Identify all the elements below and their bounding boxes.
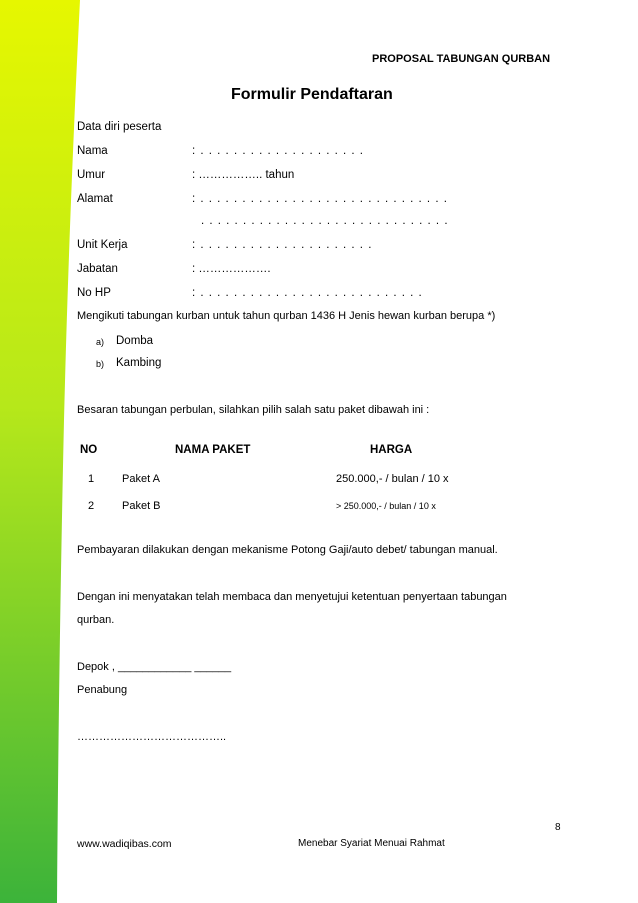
table-row-1-no: 1 [88, 473, 95, 485]
table-header-price: HARGA [370, 444, 413, 456]
green-sidebar-decoration [0, 0, 80, 903]
table-header-no: NO [80, 444, 98, 456]
footer-tagline: Menebar Syariat Menuai Rahmat [298, 838, 445, 849]
field-label-nama: Nama [77, 145, 108, 157]
field-value-nama: : . . . . . . . . . . . . . . . . . . . . [192, 145, 364, 157]
table-row-2-no: 2 [88, 500, 95, 512]
field-value-unit-kerja: : . . . . . . . . . . . . . . . . . . . . . [192, 239, 373, 251]
form-title: Formulir Pendaftaran [231, 86, 393, 103]
page-number: 8 [555, 822, 561, 833]
field-label-jabatan: Jabatan [77, 263, 118, 275]
table-row-1-price: 250.000,- / bulan / 10 x [336, 473, 449, 485]
statement-line-1: Dengan ini menyatakan telah membaca dan menyetujui ketentuan penyertaan tabungan [77, 591, 507, 603]
field-value-jabatan: : ………………. [192, 263, 271, 275]
table-header-name: NAMA PAKET [175, 444, 251, 456]
place-date: Depok , ____________ ______ [77, 661, 232, 673]
field-label-unit-kerja: Unit Kerja [77, 239, 128, 251]
table-row-2-name: Paket B [122, 500, 161, 512]
field-label-alamat: Alamat [77, 193, 113, 205]
savings-text: Besaran tabungan perbulan, silahkan pilih salah satu paket dibawah ini : [77, 404, 430, 416]
field-label-umur: Umur [77, 169, 106, 181]
section-label: Data diri peserta [77, 121, 162, 133]
field-value-no-hp: : . . . . . . . . . . . . . . . . . . . . . . . . . . . [192, 287, 423, 299]
option-kambing: Kambing [116, 357, 162, 369]
field-value-umur: : …………….. tahun [192, 169, 295, 181]
option-marker-b: b) [96, 359, 105, 369]
signer-label: Penabung [77, 684, 128, 696]
statement-line-2: qurban. [77, 614, 115, 626]
option-domba: Domba [116, 335, 154, 347]
footer-website: www.wadiqibas.com [77, 838, 172, 850]
option-marker-a: a) [96, 337, 105, 347]
intro-text: Mengikuti tabungan kurban untuk tahun qurban 1436 H Jenis hewan kurban berupa *) [77, 310, 496, 322]
table-row-1-name: Paket A [122, 473, 160, 485]
header-title: PROPOSAL TABUNGAN QURBAN [372, 53, 551, 65]
field-label-no-hp: No HP [77, 287, 111, 299]
payment-text: Pembayaran dilakukan dengan mekanisme Potong Gaji/auto debet/ tabungan manual. [77, 544, 498, 556]
signature-line: ………………………………….. [77, 731, 227, 743]
field-value-alamat-line2: . . . . . . . . . . . . . . . . . . . . . . . . . . . . . . [201, 215, 449, 227]
table-row-2-price: > 250.000,- / bulan / 10 x [336, 501, 436, 511]
field-value-alamat: : . . . . . . . . . . . . . . . . . . . . . . . . . . . . . . [192, 193, 448, 205]
